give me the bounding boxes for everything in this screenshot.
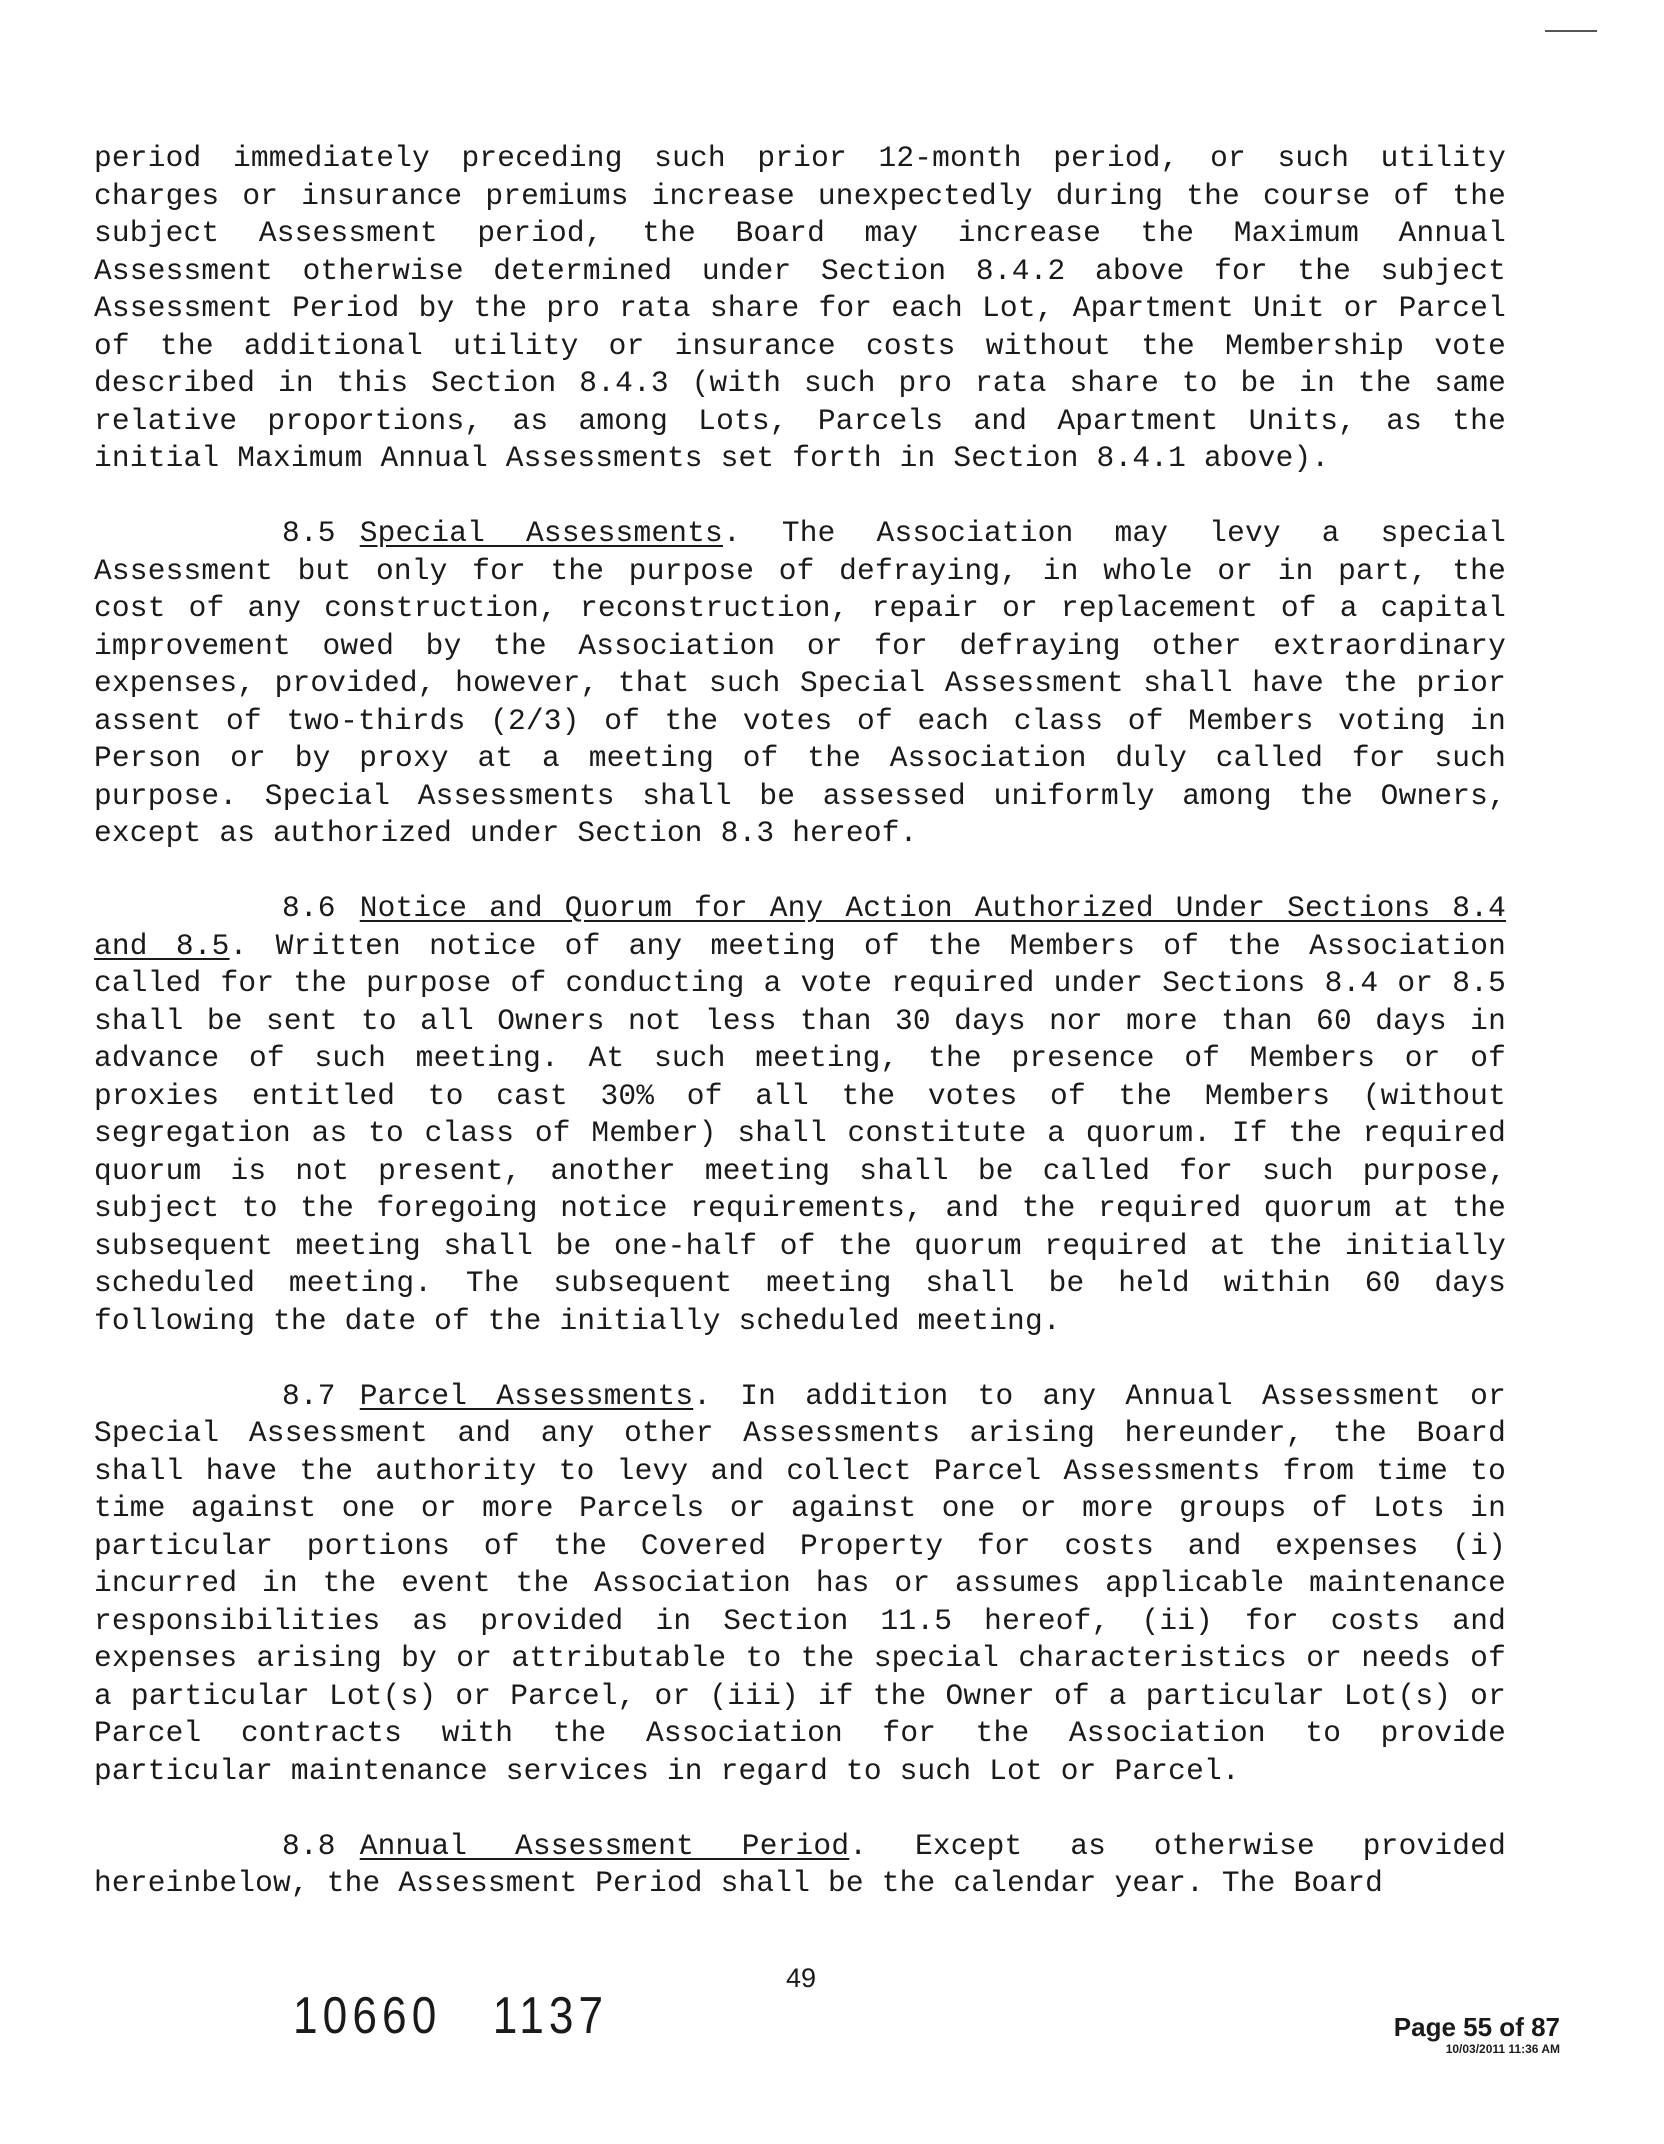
page-number: 49 (786, 1963, 817, 1993)
section-number: 8.7 (282, 1378, 336, 1413)
section-heading: Notice and Quorum for Any Action Authorized Under Sections 8.4 and 8.5 (94, 891, 1506, 963)
section-8-8 (94, 1828, 1506, 1903)
section-text: . The Association may levy a special Assessment but only for the purpose of defraying, in whole or in part, the cost of any construction, reconstruction, repair or replacement of a capital improvement owed by the Association or for defraying other extraordinary expenses, provided, however, that such Special Assessment shall have the prior assent of two-thirds (2/3) of the votes of each class of Members voting in Person or by proxy at a meeting of the Association duly called for such purpose. Special Assessments shall be assessed uniformly among the Owners, except as authorized under Section 8.3 hereof. (94, 516, 1506, 850)
timestamp: 10/03/2011 11:36 AM (1445, 2042, 1560, 2056)
paragraph-continuation: period immediately preceding such prior 12-month period, or such utility charges or insurance premiums increase unexpectedly during the course of the subject Assessment period, the Board may increase the Maximum Annual Assessment otherwise determined under Section 8.4.2 above for the subject Assessment Period by the pro rata share for each Lot, Apartment Unit or Parcel of the additional utility or insurance costs without the Membership vote described in this Section 8.4.3 (with such pro rata share to be in the same relative proportions, as among Lots, Parcels and Apartment Units, as the initial Maximum Annual Assessments set forth in Section 8.4.1 above). (94, 141, 1506, 475)
section-text: . Except as otherwise provided hereinbelow, the Assessment Period shall be the calendar year. The Board (94, 1828, 1506, 1900)
section-text: . Written notice of any meeting of the Members of the Association called for the purpose of conducting a vote required under Sections 8.4 or 8.5 shall be sent to all Owners not less than 30 days nor more than 60 days in advance of such meeting. At such meeting, the presence of Members or of proxies entitled to cast 30% of all the votes of the Members (without segregation as to class of Member) shall constitute a quorum. If the required quorum is not present, another meeting shall be called for such purpose, subject to the foregoing notice requirements, and the required quorum at the subsequent meeting shall be one-half of the quorum required at the initially scheduled meeting. The subsequent meeting shall be held within 60 days following the date of the initially scheduled meeting. (94, 928, 1507, 1338)
document-body (94, 140, 1506, 1940)
footer-page-info (1394, 2012, 1560, 2056)
section-number: 8.5 (282, 516, 336, 550)
section-text: . In addition to any Annual Assessment or Special Assessment and any other Assessments arising hereunder, the Board shall have the authority to levy and collect Parcel Assessments from time to time against one or more Parcels or against one or more groups of Lots in particular portions of the Covered Property for costs and expenses (i) incurred in the event the Association has or assumes applicable maintenance responsibilities as provided in Section 11.5 hereof, (ii) for costs and expenses arising by or attributable to the special characteristics or needs of a particular Lot(s) or Parcel, or (iii) if the Owner of a particular Lot(s) or Parcel contracts with the Association for the Association to provide particular maintenance services in regard to such Lot or Parcel. (94, 1378, 1506, 1788)
section-heading: Special Assessments (359, 516, 723, 550)
page-of-total: Page 55 of 87 (1393, 2012, 1560, 2042)
book-page-stamp: 10660 1137 (293, 1987, 609, 2045)
scan-mark (1545, 30, 1597, 32)
section-heading: Annual Assessment Period (359, 1828, 850, 1863)
section-number: 8.8 (282, 1828, 336, 1863)
section-8-7 (94, 1378, 1506, 1791)
section-8-6 (94, 890, 1506, 1340)
section-heading: Parcel Assessments (359, 1378, 694, 1413)
section-number: 8.6 (282, 891, 336, 925)
section-8-5 (94, 515, 1506, 853)
